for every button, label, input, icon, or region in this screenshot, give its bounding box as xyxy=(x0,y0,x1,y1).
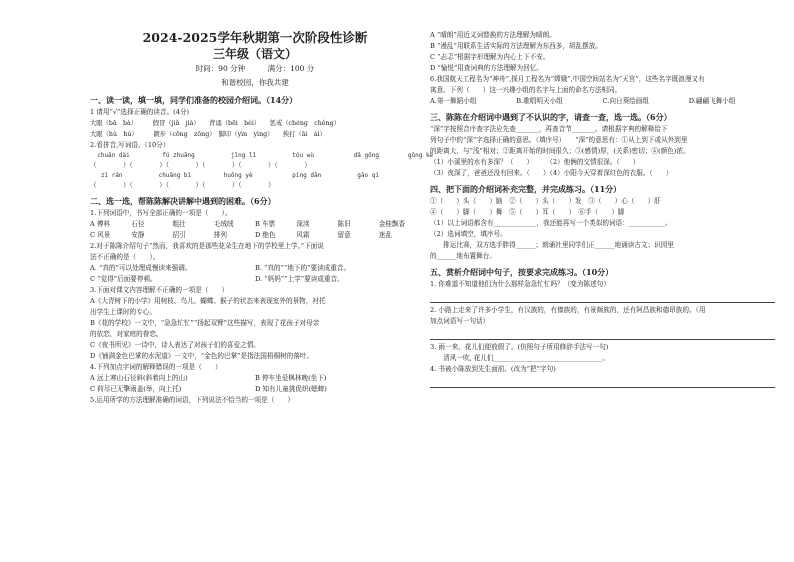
q6-cont: 寓意。下列（ ）这一兴趣小组的名字与上面的命名方法相同。 xyxy=(430,86,622,94)
option: 毛绒绒 xyxy=(213,220,234,228)
section-4-title: 四、把下面的介绍词补充完整，并完成练习。（11分） xyxy=(430,184,622,194)
option: 的依恋，对家庭的眷恋。 xyxy=(90,330,163,338)
option: 石径 xyxy=(131,220,145,228)
s5-q2: 2. 小路上走来了许多小学生，有汉族的，有傣族的，有景颇族的，还有阿昌族和德昂族的。（用 xyxy=(430,306,706,314)
exam-motto: 和谐校园，你我共建 xyxy=(221,78,289,87)
option: A 远上寒山石径斜(斜着向上的山) xyxy=(90,374,188,382)
option: 风霜 xyxy=(296,231,310,239)
s1-q1: 1 请用“√”选择正确的读音。(4分) xyxy=(90,108,190,116)
s5-q2b: 加点词语写一句话） xyxy=(430,317,490,325)
s2-q1: 1.下列词语中，书写全部正确的一项是（ ）。 xyxy=(90,209,232,217)
option: 出学生上课时的专心。 xyxy=(90,308,156,316)
answer-line[interactable] xyxy=(430,377,775,388)
s3-sentence: （1）小溪里的水有多深？（ ） （2）他俩的交情很深。（ ） xyxy=(430,158,640,166)
left-column xyxy=(90,30,434,406)
option: 迷乱 xyxy=(378,231,392,239)
option: B 车票 xyxy=(255,220,276,228)
option: 排列 xyxy=(213,231,227,239)
s4-row: ④（ ）脚（ ）舞 ⑤（ ）耳（ ） ⑥手（ ）脚 xyxy=(430,208,625,216)
s2-q1-options xyxy=(90,230,420,241)
option: 粗壮 xyxy=(172,220,186,228)
s3-para: 列句子中的“深”字选择正确的意思。（填序号） “深”的意思有：①从上到下或从外到里 xyxy=(430,136,688,144)
s1-q2: 2.看拼音,写词语。（10分） xyxy=(90,141,170,149)
section-3-title: 三、陈陈在介绍词中遇到了不认识的字，请查一查，选一选。（6分） xyxy=(430,112,672,122)
option: 陈旧 xyxy=(337,220,351,228)
option: D.翩翩飞舞小组 xyxy=(688,97,736,105)
option: B《花的学校》一文中，“急急忙忙”“扬起双臂”这些描写，表现了花孩子对母亲 xyxy=(90,319,320,327)
right-column xyxy=(430,30,775,390)
option: 金桂飘香 xyxy=(378,220,406,228)
option: 深渎 xyxy=(296,220,310,228)
option: D 知有儿童挑促织(蟋蟀) xyxy=(255,385,327,393)
option: A 傅料 xyxy=(90,220,111,228)
option: C 风景 xyxy=(90,231,111,239)
s2-q4-options xyxy=(90,373,420,384)
s2-q2-cont: 法不正确的是（ ）。 xyxy=(90,253,160,261)
option: C 荷尽已无擎雨盖(举，向上托) xyxy=(90,385,182,393)
s2-q4: 4.下列加点字词的解释错误的一项是（ ） xyxy=(90,363,222,371)
pinyin-row: zì rán chuāng bì huǒng yè píng dān gāo qí xyxy=(90,172,379,179)
option: A. “真的”可以处理成慢读来强调。 xyxy=(90,264,192,272)
s3-para: “深”字按照音序查字法应先查_______，再查音节_______。请根据字典的解释给下 xyxy=(430,125,668,133)
option: A.第一舞蹈小组 xyxy=(430,97,477,105)
option: C “忐忑”根据字形理解为内心上下不安。 xyxy=(430,53,550,61)
option: C.向日葵绘画组 xyxy=(602,97,649,105)
s2-q2-options xyxy=(90,263,420,274)
s4-q2-a: 排运比赛，双方选手胖得______；朗诵社里同学们正______地诵读古文；识园里 xyxy=(430,241,674,249)
pinyin-row: chuān dài fú zhuāng jīng lǐ tóu wù dǎ gōng gōng kè xyxy=(90,152,434,159)
s2-q2-options xyxy=(90,274,420,285)
option: B “漫乱”用联系生活实际的方法理解为东西多，胡乱摆放。 xyxy=(430,42,602,50)
answer-line[interactable] xyxy=(430,329,775,340)
exam-title: 2024-2025学年秋期第一次阶段性诊断 xyxy=(142,30,368,45)
q6: 6.我国航天工程名为“神舟”,探月工程名为“嫦娥”,中国空间站名为“天宫”，这些名字既浪漫又有 xyxy=(430,75,705,83)
s5-q4: 4. 书被小陈放到先生面前。(改为“把”字句) xyxy=(430,365,556,373)
s4-q2: （2）选词填空，填序号。 xyxy=(430,230,507,238)
s2-q2: 2.对于陈陈介绍句子“然而，我喜欢的是那些花朵生在地下的学校里上学。”下面说 xyxy=(90,242,324,250)
exam-subtitle: 三年级（语文） xyxy=(212,47,297,61)
s3-sentence: （3）夜深了，爸爸还没有回来。（ ）（4）小阳今天穿着深红色的衣服。（ ） xyxy=(430,169,673,177)
s1-q1-row: 大眼（hù hú） 踱步（cōng zōng） 脚印（yìn yìng） 挨打（āi ái） xyxy=(90,131,326,138)
option: B.歌唱明天小组 xyxy=(516,97,563,105)
q6-options xyxy=(430,96,775,107)
s2-q4-options xyxy=(90,384,420,395)
option: A “晴朗”用近义词替换的方法理解为晴朗。 xyxy=(430,31,556,39)
s4-row: ①（ ）头（ ）脑 ②（ ）头（ ）发 ③（ ）心（ ）肝 xyxy=(430,197,661,205)
option: C “觉得”后面要停顿。 xyxy=(90,275,157,283)
section-2-title: 二、选一选，帮陈陈解决讲解中遇到的困难。（6分） xyxy=(90,196,276,206)
s2-q1-options xyxy=(90,219,420,230)
section-1-title: 一、读一读，填一填，同学们准备的校园介绍词。（14分） xyxy=(90,95,298,105)
option: D. “妈妈”“上学”要读成重音。 xyxy=(255,275,344,283)
exam-meta: 时间：90 分钟 满分：100 分 xyxy=(195,64,315,73)
option: D《铺满金色巴掌的水泥道》一文中，“金色的巴掌”是指法国梧桐树的落叶。 xyxy=(90,352,314,360)
answer-brackets[interactable]: （ ）（ ）（ ）（ ）（ ）（ ） xyxy=(90,161,311,169)
option: B 停车坐爱枫林晚(坐下) xyxy=(255,374,327,382)
s4-q2-b: 的______地布置舞台。 xyxy=(430,252,496,260)
s2-q3: 3.下面对课文内容理解不正确的一项是（ ） xyxy=(90,286,229,294)
s5-q3b: 清风一吹, 花儿们_________________________________。 xyxy=(430,354,609,362)
option: D 绝色 xyxy=(255,231,276,239)
answer-brackets[interactable]: （ ）（ ）（ ）（ ）（ ） xyxy=(90,181,275,189)
option: A《大青树下的小学》用树枝、鸟儿、蝴蝶、猴子的状态来表现室外的景物，衬托 xyxy=(90,297,326,305)
s1-q1-row: 大眼（bā bà） 假冒（jiǎ jià） 背诵（bēi bèi） 惩戒（chéng chěng） xyxy=(90,120,340,127)
option: D “愉悦”用查词典的方法理解为回忆。 xyxy=(430,64,544,72)
s3-para: 的距离大，与“浅”相对；②距离开始的时间很久；③(感情)厚，(关系)密切；④(颜色)浓。 xyxy=(430,147,690,155)
option: 招引 xyxy=(172,231,186,239)
answer-line[interactable] xyxy=(430,292,775,303)
s4-q1: （1）以上词语都含有_____________，我还能再写一个类似的词语：___________。 xyxy=(430,219,672,227)
option: B. “真的”“地下的”要读成重音。 xyxy=(255,264,351,272)
s5-q1: 1. 你难道不知道他们为什么那样急急忙忙吗？（变为陈述句） xyxy=(430,280,610,288)
option: 留意 xyxy=(337,231,351,239)
option: 安静 xyxy=(131,231,145,239)
s2-q5: 5.运用所学的方法理解准确的词语，下列说法不恰当的一项是（ ） xyxy=(90,396,295,404)
option: C《夜书所见》一诗中，诗人表达了对孩子们的喜爱之情。 xyxy=(90,341,260,349)
section-5-title: 五、赏析介绍词中句子，按要求完成练习。（10分） xyxy=(430,267,614,277)
s5-q3: 3. 雨一来，花儿们便放假了。(仿照句子所用修辞手法写一句) xyxy=(430,343,609,351)
